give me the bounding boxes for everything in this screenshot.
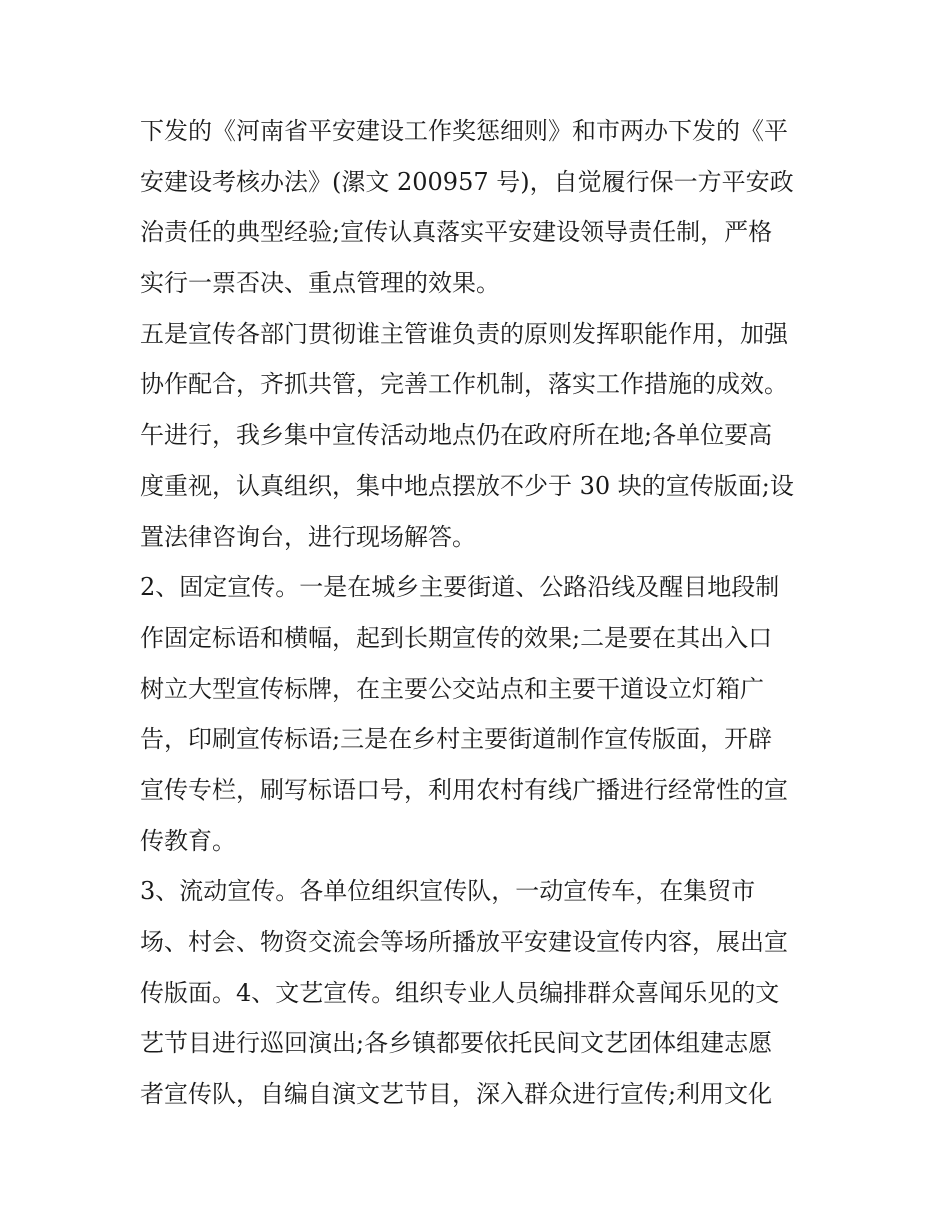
text-line-19: 艺节目进行巡回演出;各乡镇都要依托民间文艺团体组建志愿 (140, 1029, 773, 1058)
text-line-16: 3、流动宣传。各单位组织宣传队，一动宣传车，在集贸市 (140, 877, 756, 906)
text-line-9: 置法律咨询台，进行现场解答。 (140, 522, 476, 551)
text-line-8: 度重视，认真组织，集中地点摆放不少于 30 块的宣传版面;设 (140, 471, 794, 500)
text-line-11: 作固定标语和横幅，起到长期宣传的效果;二是要在其出入口 (140, 623, 773, 652)
text-line-7: 午进行，我乡集中宣传活动地点仍在政府所在地;各单位要高 (140, 421, 773, 450)
text-line-17: 场、村会、物资交流会等场所播放平安建设宣传内容，展出宣 (140, 928, 788, 956)
text-line-1: 下发的《河南省平安建设工作奖惩细则》和市两办下发的《平 (140, 117, 788, 145)
text-line-15: 传教育。 (140, 826, 236, 855)
document-body (140, 106, 820, 1120)
text-line-10: 2、固定宣传。一是在城乡主要街道、公路沿线及醒目地段制 (140, 573, 780, 602)
text-line-4: 实行一票否决、重点管理的效果。 (140, 269, 500, 298)
text-line-6: 协作配合，齐抓共管，完善工作机制，落实工作措施的成效。 (140, 370, 788, 399)
text-line-3: 治责任的典型经验;宣传认真落实平安建设领导责任制，严格 (140, 218, 773, 247)
text-line-18: 传版面。4、文艺宣传。组织专业人员编排群众喜闻乐见的文 (140, 978, 780, 1007)
text-line-12: 树立大型宣传标牌，在主要公交站点和主要干道设立灯箱广 (140, 674, 764, 703)
text-line-20: 者宣传队，自编自演文艺节目，深入群众进行宣传;利用文化 (140, 1080, 773, 1109)
text-line-14: 宣传专栏，刷写标语口号，利用农村有线广播进行经常性的宣 (140, 775, 788, 804)
text-line-2: 安建设考核办法》(漯文 200957 号)，自觉履行保一方平安政 (140, 167, 794, 196)
text-line-13: 告，印刷宣传标语;三是在乡村主要街道制作宣传版面，开辟 (140, 725, 773, 754)
text-line-5: 五是宣传各部门贯彻谁主管谁负责的原则发挥职能作用，加强 (140, 319, 788, 348)
